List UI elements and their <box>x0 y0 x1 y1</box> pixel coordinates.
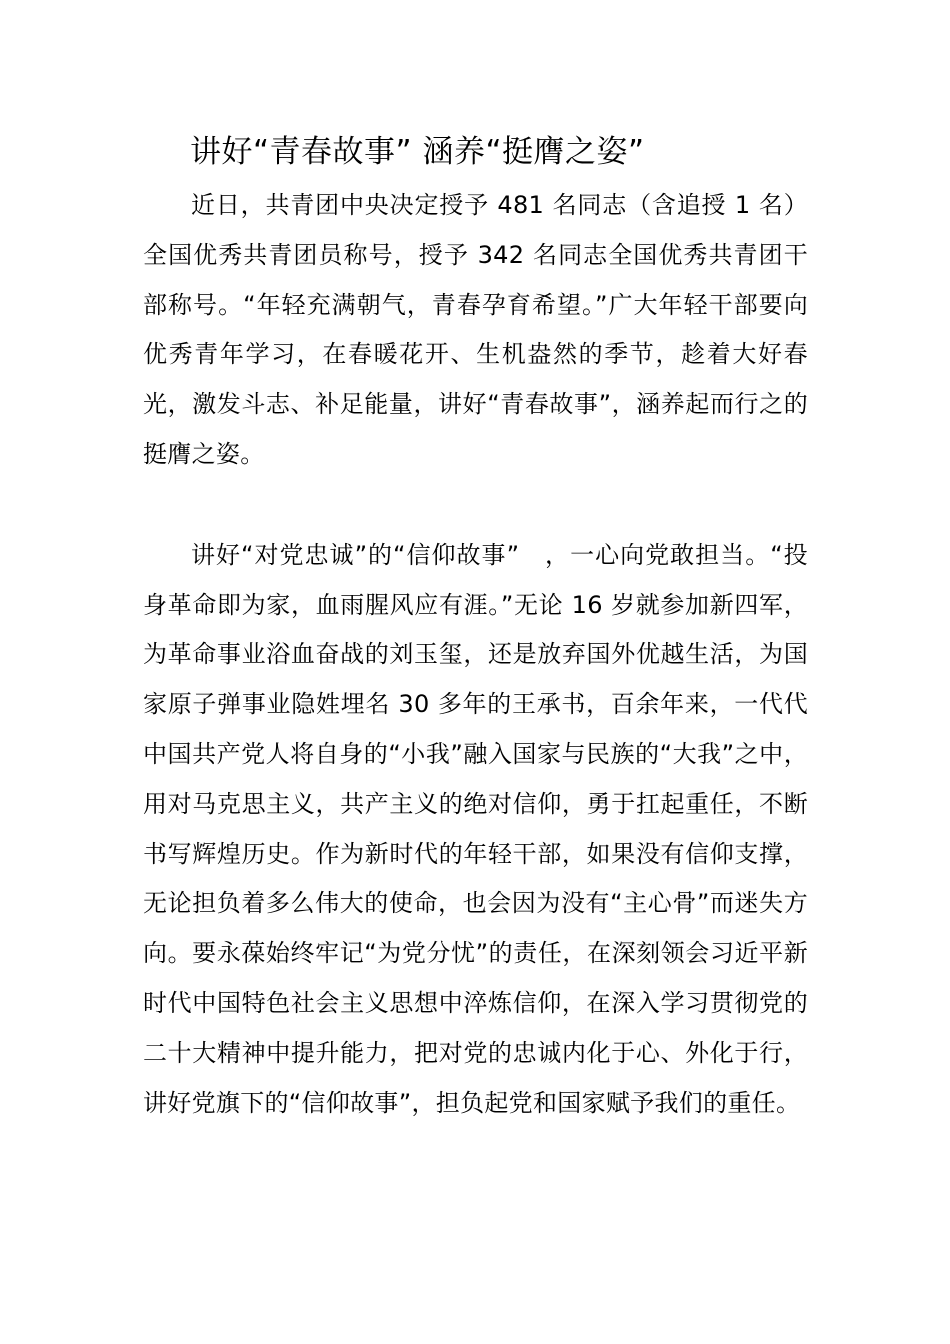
paragraph-intro: 近日，共青团中央决定授予 481 名同志（含追授 1 名）全国优秀共青团员称号，授予 342 名同志全国优秀共青团干部称号。“年轻充满朝气，青春孕育希望。”广大年轻干部要向优秀青年学习，在春暖花开、生机盎然的季节，趁着大好春光，激发斗志、补足能量，讲好“青春故事”，涵养起而行之的挺膺之姿。 <box>143 191 808 468</box>
document-body <box>143 181 808 1128</box>
document-title: 讲好“青春故事” 涵养“挺膺之姿” <box>190 134 645 170</box>
paragraph-loyalty: 讲好“对党忠诚”的“信仰故事” ，一心向党敢担当。“投身革命即为家，血雨腥风应有涯。”无论 16 岁就参加新四军，为革命事业浴血奋战的刘玉玺，还是放弃国外优越生活，为国家原子弹事业隐姓埋名 30 多年的王承书，百余年来，一代代中国共产党人将自身的“小我”融入国家与民族的“大我”之中，用对马克思主义，共产主义的绝对信仰，勇于扛起重任，不断书写辉煌历史。作为新时代的年轻干部，如果没有信仰支撑，无论担负着多么伟大的使命，也会因为没有“主心骨”而迷失方向。要永葆始终牢记“为党分忧”的责任，在深刻领会习近平新时代中国特色社会主义思想中淬炼信仰，在深入学习贯彻党的二十大精神中提升能力，把对党的忠诚内化于心、外化于行，讲好党旗下的“信仰故事”，担负起党和国家赋予我们的重任。 <box>143 540 808 1117</box>
paragraph-spacer <box>143 480 808 531</box>
